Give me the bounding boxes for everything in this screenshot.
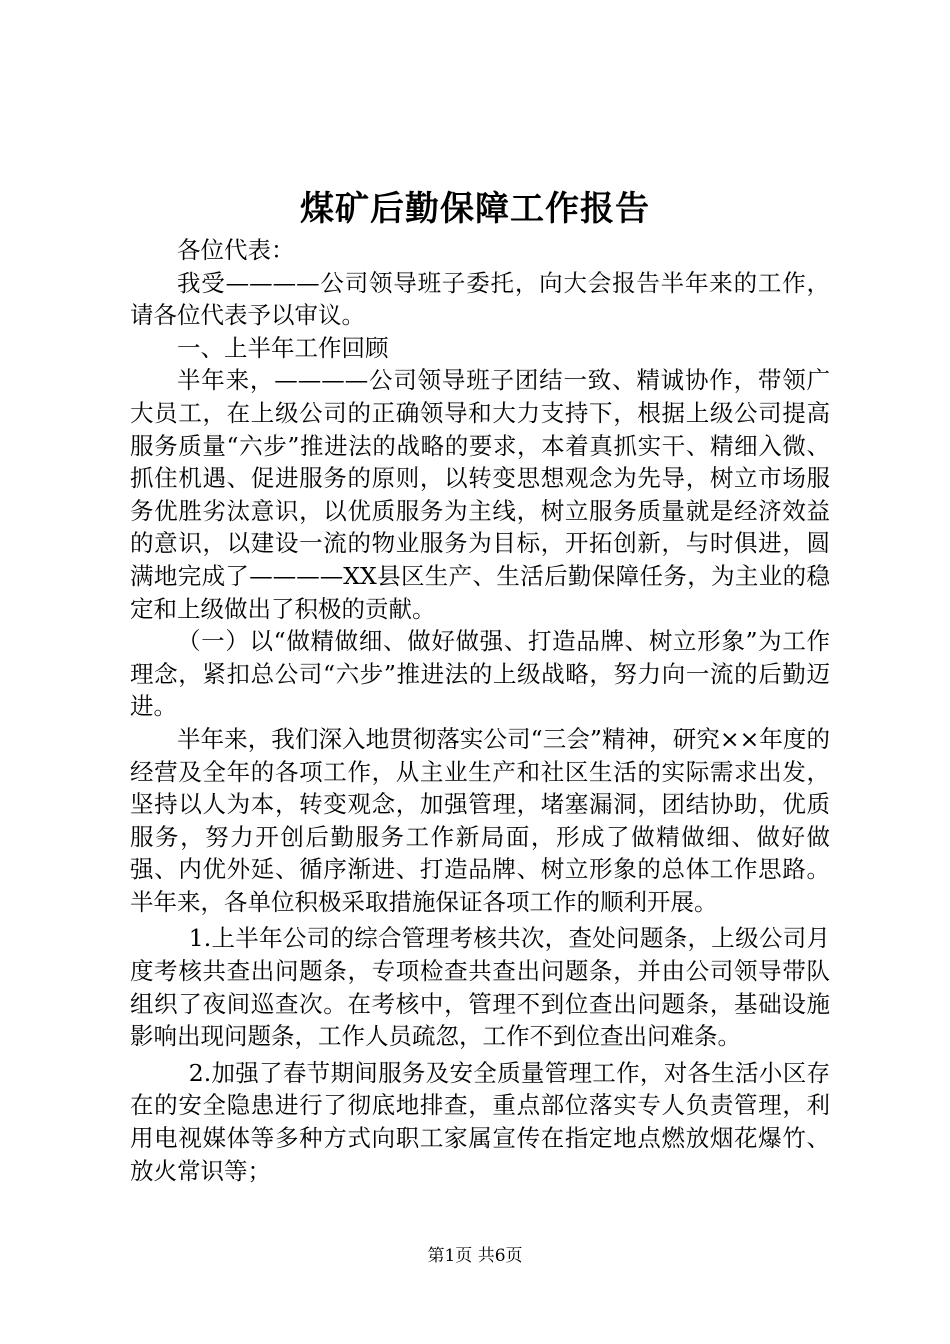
document-title: 煤矿后勤保障工作报告 [300,189,650,229]
work-summary-paragraph: 半年来，我们深入地贯彻落实公司“三会”精神，研究××年度的经营及全年的各项工作，从主业生产和社区生活的实际需求出发，坚持以人为本，转变观念，加强管理，堵塞漏洞，团结协助，优质服务，努力开创后勤服务工作新局面，形成了做精做细、做好做强、内优外延、循序渐进、打造品牌、树立形象的总体工作思路。半年来，各单位积极采取措施保证各项工作的顺利开展。 [130,724,830,916]
intro-paragraph: 我受————公司领导班子委托，向大会报告半年来的工作，请各位代表予以审议。 [130,268,830,330]
list-item-1: 1.上半年公司的综合管理考核共次，查处问题条，上级公司月度考核共查出问题条，专项检查共查出问题条，并由公司领导带队组织了夜间巡查次。在考核中，管理不到位查出问题条，基础设施影响出现问题条，工作人员疏忽，工作不到位查出问难条。 [130,924,830,1051]
list-item-2: 2.加强了春节期间服务及安全质量管理工作，对各生活小区存在的安全隐患进行了彻底地排查，重点部位落实专人负责管理，利用电视媒体等多种方式向职工家属宣传在指定地点燃放烟花爆竹、放火常识等； [130,1058,830,1185]
subsection-heading: （一）以“做精做细、做好做强、打造品牌、树立形象”为工作理念，紧扣总公司“六步”推进法的上级战略，努力向一流的后勤迈进。 [130,627,830,721]
page-footer: 第1页 共6页 [427,1246,523,1266]
salutation: 各位代表： [177,236,295,264]
section-heading: 一、上半年工作回顾 [177,333,389,362]
document-body [130,234,830,1187]
review-paragraph: 半年来，————公司领导班子团结一致、精诚协作，带领广大员工，在上级公司的正确领导和大力支持下，根据上级公司提高服务质量“六步”推进法的战略的要求，本着真抓实干、精细入微、抓住机遇、促进服务的原则，以转变思想观念为先导，树立市场服务优胜劣汰意识，以优质服务为主线，树立服务质量就是经济效益的意识，以建设一流的物业服务为目标，开拓创新，与时俱进，圆满地完成了————XX县区生产、生活后勤保障任务，为主业的稳定和上级做出了积极的贡献。 [130,366,830,623]
